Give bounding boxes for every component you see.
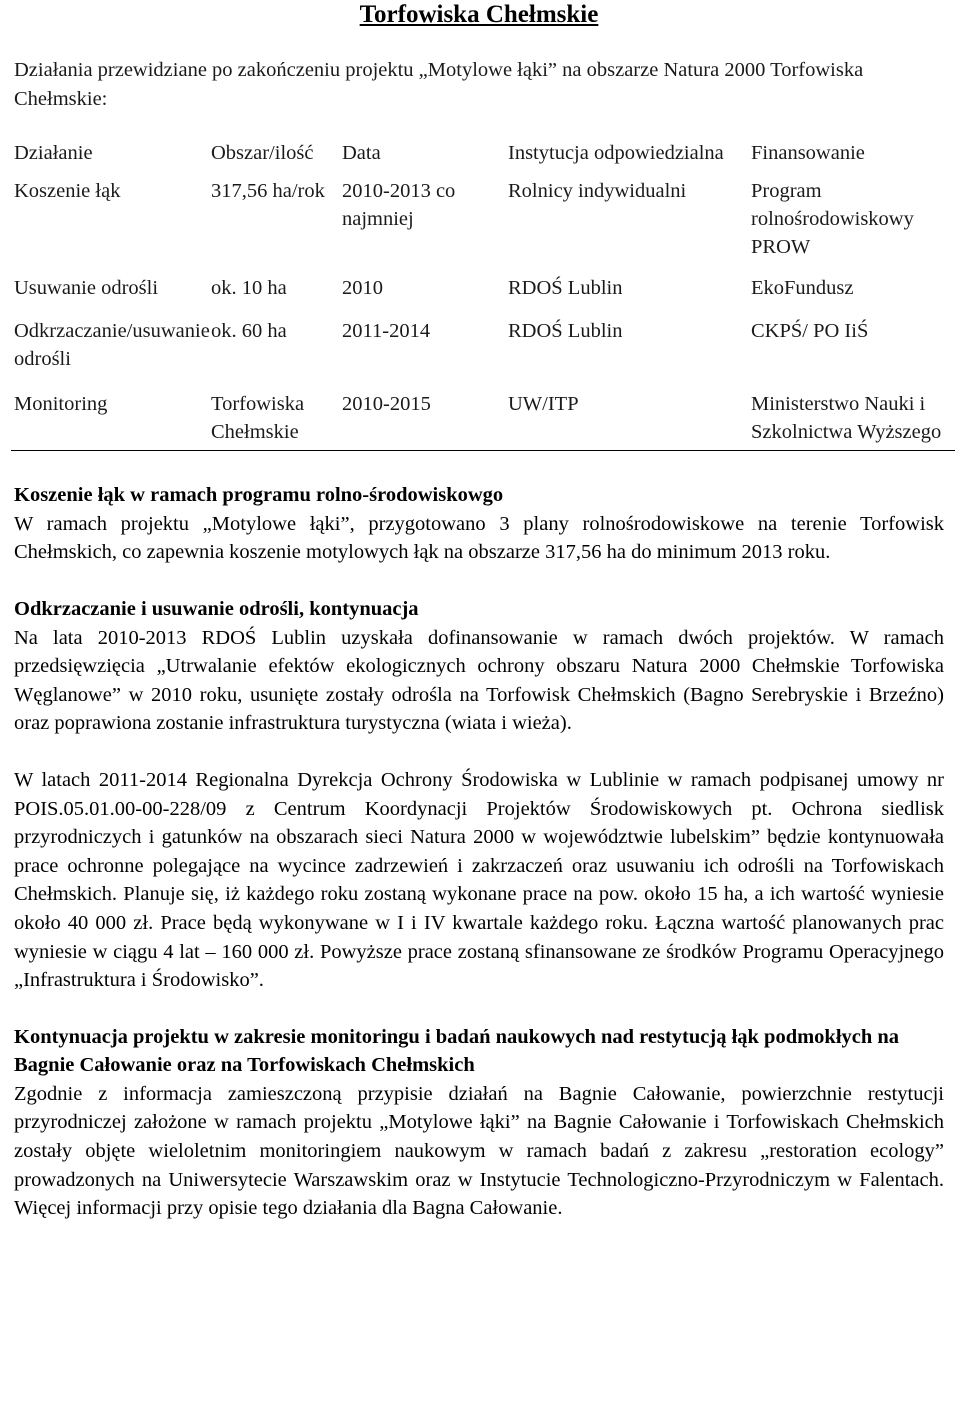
section-clearing [14,595,944,995]
cell-action: Odkrzaczanie/usuwanie odrośli [14,320,210,371]
cell-date: 2010-2013 co najmniej [342,180,456,231]
section-monitoring [14,1023,944,1223]
cell-institution: UW/ITP [508,393,579,416]
cell-institution: Rolnicy indywidualni [508,180,687,203]
table-row [11,379,955,451]
header-cell-funding: Finansowanie [751,142,865,165]
cell-date: 2010-2015 [342,393,431,416]
header-cell-institution: Instytucja odpowiedzialna [508,142,724,165]
cell-date: 2011-2014 [342,320,431,343]
section-paragraph: W latach 2011-2014 Regionalna Dyrekcja Ochrony Środowiska w Lublinie w ramach podpisanej umowy nr POIS.05.01.00-00-228/09 z Centrum Koordynacji Projektów Środowiskowych pt. Ochrona siedlisk przyrodniczych i gatunków na obszarach sieci Natura 2000 w województwie lubelskim” będzie kontynuowała prace ochronne polegające na wycince zadrzewień i zakrzaczeń oraz usuwaniu ich odrośli na Torfowiskach Chełmskich. Planuje się, iż każdego roku zostaną wykonane prace na pow. około 15 ha, a ich wartość wyniesie około 40 000 zł. Prace będą wykonywane w I i IV kwartale każdego roku. Łączna wartość planowanych prac wyniesie w ciągu 4 lat – 160 000 zł. Powyższe prace zostaną sfinansowane ze środków Programu Operacyjnego „Infrastruktura i Środowisko”. [14,768,944,992]
actions-table [11,128,955,451]
cell-date: 2010 [342,277,383,300]
page-title: Torfowiska Chełmskie [359,1,599,28]
cell-action: Koszenie łąk [14,180,121,203]
cell-funding: Ministerstwo Nauki i Szkolnictwa Wyższego [751,393,942,444]
section-heading: Koszenie łąk w ramach programu rolno-środowiskowgo [14,484,504,507]
header-cell-area: Obszar/ilość [211,142,314,165]
cell-area: 317,56 ha/rok [211,180,325,203]
header-cell-date: Data [342,142,381,165]
section-heading: Odkrzaczanie i usuwanie odrośli, kontynuacja [14,597,419,620]
cell-action: Usuwanie odrośli [14,277,159,300]
cell-action: Monitoring [14,393,108,416]
header-cell-action: Działanie [14,142,93,165]
table-row [11,173,955,268]
document-page [14,0,944,1223]
cell-area: ok. 10 ha [211,277,287,300]
table-header-row [11,128,955,173]
cell-area: ok. 60 ha [211,320,287,343]
section-paragraph: Na lata 2010-2013 RDOŚ Lublin uzyskała dofinansowanie w ramach dwóch projektów. W ramach przedsięwzięcia „Utrwalanie efektów ekologicznych ochrony obszaru Natura 2000 Chełmskie Torfowiska Węglanowe” w 2010 roku, usunięte zostały odrośla na Torfowisk Chełmskich (Bagno Serebryskie i Brzeźno) oraz poprawiona zostanie infrastruktura turystyczna (wiata i wieża). [14,626,944,735]
table-row [11,308,955,379]
section-heading: Kontynuacja projektu w zakresie monitoringu i badań naukowych nad restytucją łąk podmokłych na Bagnie Całowanie oraz na Torfowiskach Chełmskich [14,1025,900,1077]
table-row [11,268,955,308]
section-paragraph: Zgodnie z informacja zamieszczoną przypisie działań na Bagnie Całowanie, powierzchnie restytucji przyrodniczej założone w ramach projektu „Motylowe łąki” na Bagnie Całowanie i Torfowiskach Chełmskich zostały objęte wieloletnim monitoringiem naukowym w ramach badań z zakresu „restoration ecology” prowadzonych na Uniwersytecie Warszawskim oraz w Instytucie Technologiczno-Przyrodniczym w Falentach. Więcej informacji przy opisie tego działania dla Bagna Całowanie. [14,1082,944,1220]
section-mowing [14,481,944,567]
cell-funding: EkoFundusz [751,277,854,300]
intro-paragraph: Działania przewidziane po zakończeniu projektu „Motylowe łąki” na obszarze Natura 2000 Torfowiska Chełmskie: [14,59,864,110]
cell-institution: RDOŚ Lublin [508,320,623,343]
cell-funding: Program rolnośrodowiskowy PROW [751,180,914,259]
section-paragraph: W ramach projektu „Motylowe łąki”, przygotowano 3 plany rolnośrodowiskowe na terenie Torfowisk Chełmskich, co zapewnia koszenie motylowych łąk na obszarze 317,56 ha do minimum 2013 roku. [14,512,944,564]
cell-institution: RDOŚ Lublin [508,277,623,300]
cell-area: Torfowiska Chełmskie [211,393,305,444]
cell-funding: CKPŚ/ PO IiŚ [751,320,869,343]
